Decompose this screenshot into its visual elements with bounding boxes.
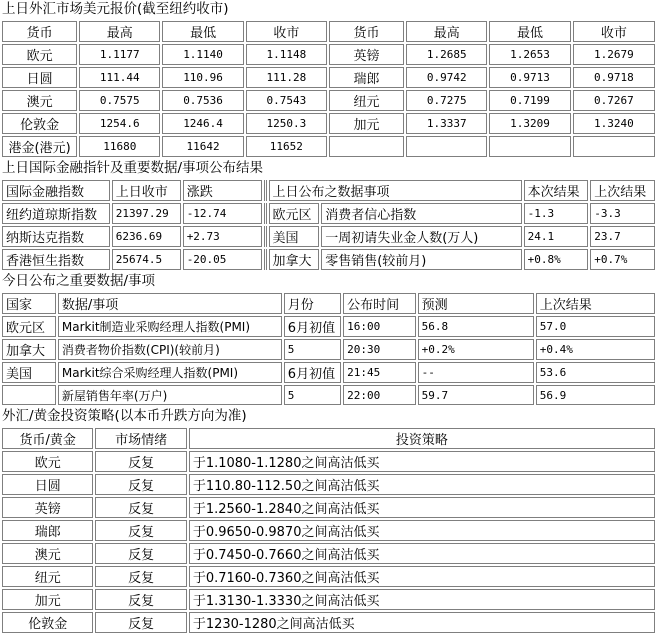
header-cell: 月份	[284, 293, 341, 314]
header-cell: 国际金融指数	[2, 180, 110, 201]
strategy-cell: 于0.7450-0.7660之间高沽低买	[189, 543, 655, 564]
time-cell: 21:45	[343, 362, 416, 383]
strategy-cell: 于0.7160-0.7360之间高沽低买	[189, 566, 655, 587]
header-cell: 本次结果	[524, 180, 589, 201]
index-name-cell: 香港恒生指数	[2, 249, 110, 270]
country-cell	[2, 385, 56, 405]
column-divider	[264, 203, 266, 224]
previous-result-cell: +0.7%	[590, 249, 655, 270]
table-row	[2, 339, 655, 360]
previous-result-cell: 53.6	[536, 362, 655, 383]
strategy-cell: 于1230-1280之间高沽低买	[189, 612, 655, 633]
empty-cell	[573, 136, 655, 157]
table-row	[2, 451, 655, 472]
table-row	[2, 67, 655, 88]
month-cell: 5	[284, 339, 341, 360]
table-row	[2, 520, 655, 541]
value-cell: 0.7543	[246, 90, 327, 111]
currency-cell: 港金(港元)	[2, 136, 77, 157]
currency-cell: 加元	[2, 589, 93, 610]
previous-result-cell: 23.7	[590, 226, 655, 247]
header-cell: 货币/黄金	[2, 428, 93, 449]
table-row	[2, 497, 655, 518]
sentiment-cell: 反复	[95, 451, 186, 472]
currency-cell: 纽元	[329, 90, 404, 111]
strategy-cell: 于110.80-112.50之间高沽低买	[189, 474, 655, 495]
previous-result-cell: 56.9	[536, 385, 655, 405]
forecast-cell: 56.8	[418, 316, 534, 337]
change-cell: -20.05	[183, 249, 263, 270]
region-cell: 欧元区	[269, 203, 320, 224]
strategy-cell: 于1.2560-1.2840之间高沽低买	[189, 497, 655, 518]
table-row	[2, 474, 655, 495]
section-title-indices: 上日国际金融指针及重要数据/事项公布结果	[2, 160, 264, 176]
change-cell: +2.73	[183, 226, 263, 247]
value-cell: 0.9742	[406, 67, 487, 88]
item-cell: Markit制造业采购经理人指数(PMI)	[58, 316, 282, 337]
header-cell: 预测	[418, 293, 534, 314]
strategy-cell: 于0.9650-0.9870之间高沽低买	[189, 520, 655, 541]
value-cell: 1246.4	[162, 113, 243, 134]
month-cell: 5	[284, 385, 341, 405]
value-cell: 111.28	[246, 67, 327, 88]
header-cell: 上日收市	[112, 180, 181, 201]
currency-cell: 伦敦金	[2, 113, 77, 134]
value-cell: 11642	[162, 136, 243, 157]
value-cell: 1.2685	[406, 44, 487, 65]
value-cell: 1.2679	[573, 44, 655, 65]
table-row	[2, 249, 655, 270]
header-cell: 最低	[162, 21, 243, 42]
sentiment-cell: 反复	[95, 474, 186, 495]
table-row	[2, 136, 655, 157]
header-cell: 数据/事项	[58, 293, 282, 314]
time-cell: 22:00	[343, 385, 416, 405]
table-row	[2, 566, 655, 587]
section-title-strategy: 外汇/黄金投资策略(以本币升跌方向为准)	[2, 408, 247, 424]
table-row	[2, 612, 655, 633]
value-cell: 0.7275	[406, 90, 487, 111]
header-cell: 最低	[489, 21, 570, 42]
empty-cell	[329, 136, 404, 157]
table-header-row	[2, 428, 655, 449]
empty-cell	[406, 136, 487, 157]
value-cell: 1.1148	[246, 44, 327, 65]
country-cell: 加拿大	[2, 339, 56, 360]
header-cell: 货币	[2, 21, 77, 42]
fx-quotes-table	[0, 19, 657, 159]
close-cell: 6236.69	[112, 226, 181, 247]
index-name-cell: 纽约道琼斯指数	[2, 203, 110, 224]
value-cell: 1.3240	[573, 113, 655, 134]
value-cell: 1.1140	[162, 44, 243, 65]
column-divider	[264, 249, 266, 270]
table-row	[2, 316, 655, 337]
value-cell: 1.2653	[489, 44, 570, 65]
strategy-table	[0, 426, 657, 635]
month-cell: 6月初值	[284, 316, 341, 337]
forecast-cell: +0.2%	[418, 339, 534, 360]
table-header-row	[2, 293, 655, 314]
currency-cell: 英镑	[329, 44, 404, 65]
value-cell: 1254.6	[79, 113, 160, 134]
currency-cell: 欧元	[2, 451, 93, 472]
table-header-row	[2, 180, 655, 201]
close-cell: 21397.29	[112, 203, 181, 224]
value-cell: 11680	[79, 136, 160, 157]
table-row	[2, 203, 655, 224]
index-name-cell: 纳斯达克指数	[2, 226, 110, 247]
currency-cell: 澳元	[2, 543, 93, 564]
sentiment-cell: 反复	[95, 612, 186, 633]
table-row	[2, 543, 655, 564]
column-divider	[264, 180, 266, 201]
current-result-cell: 24.1	[524, 226, 589, 247]
current-result-cell: +0.8%	[524, 249, 589, 270]
currency-cell: 伦敦金	[2, 612, 93, 633]
header-cell: 收市	[573, 21, 655, 42]
value-cell: 0.7575	[79, 90, 160, 111]
header-cell: 货币	[329, 21, 404, 42]
time-cell: 20:30	[343, 339, 416, 360]
currency-cell: 日圆	[2, 67, 77, 88]
region-cell: 美国	[269, 226, 320, 247]
currency-cell: 日圆	[2, 474, 93, 495]
value-cell: 0.7199	[489, 90, 570, 111]
country-cell: 欧元区	[2, 316, 56, 337]
value-cell: 0.7267	[573, 90, 655, 111]
currency-cell: 澳元	[2, 90, 77, 111]
region-cell: 加拿大	[269, 249, 320, 270]
previous-result-cell: +0.4%	[536, 339, 655, 360]
section-title-fx-quotes: 上日外汇市场美元报价(截至纽约收市)	[2, 1, 229, 17]
header-cell: 涨跌	[183, 180, 263, 201]
value-cell: 0.9718	[573, 67, 655, 88]
section-title-today-data: 今日公布之重要数据/事项	[2, 273, 156, 289]
currency-cell: 欧元	[2, 44, 77, 65]
header-cell: 最高	[406, 21, 487, 42]
item-cell: 零售销售(较前月)	[321, 249, 521, 270]
table-row	[2, 113, 655, 134]
currency-cell: 加元	[329, 113, 404, 134]
value-cell: 1.3209	[489, 113, 570, 134]
forecast-cell: 59.7	[418, 385, 534, 405]
table-row	[2, 90, 655, 111]
value-cell: 0.9713	[489, 67, 570, 88]
item-cell: 消费者信心指数	[321, 203, 521, 224]
header-cell: 国家	[2, 293, 56, 314]
previous-result-cell: -3.3	[590, 203, 655, 224]
value-cell: 1.1177	[79, 44, 160, 65]
sentiment-cell: 反复	[95, 520, 186, 541]
empty-cell	[489, 136, 570, 157]
header-cell: 公布时间	[343, 293, 416, 314]
item-cell: 新屋销售年率(万户)	[58, 385, 282, 405]
header-cell: 上次结果	[536, 293, 655, 314]
currency-cell: 瑞郎	[2, 520, 93, 541]
value-cell: 111.44	[79, 67, 160, 88]
value-cell: 0.7536	[162, 90, 243, 111]
item-cell: 消费者物价指数(CPI)(较前月)	[58, 339, 282, 360]
current-result-cell: -1.3	[524, 203, 589, 224]
table-header-row	[2, 21, 655, 42]
value-cell: 110.96	[162, 67, 243, 88]
currency-cell: 瑞郎	[329, 67, 404, 88]
column-divider	[264, 226, 266, 247]
change-cell: -12.74	[183, 203, 263, 224]
table-row	[2, 589, 655, 610]
time-cell: 16:00	[343, 316, 416, 337]
sentiment-cell: 反复	[95, 566, 186, 587]
header-cell: 市场情绪	[95, 428, 186, 449]
forecast-cell: --	[418, 362, 534, 383]
item-cell: Markit综合采购经理人指数(PMI)	[58, 362, 282, 383]
indices-results-table	[0, 178, 657, 272]
currency-cell: 英镑	[2, 497, 93, 518]
table-row	[2, 226, 655, 247]
item-cell: 一周初请失业金人数(万人)	[321, 226, 521, 247]
today-data-table	[0, 291, 657, 407]
month-cell: 6月初值	[284, 362, 341, 383]
country-cell: 美国	[2, 362, 56, 383]
sentiment-cell: 反复	[95, 543, 186, 564]
header-cell: 投资策略	[189, 428, 655, 449]
header-cell: 最高	[79, 21, 160, 42]
value-cell: 11652	[246, 136, 327, 157]
value-cell: 1.3337	[406, 113, 487, 134]
close-cell: 25674.5	[112, 249, 181, 270]
strategy-cell: 于1.1080-1.1280之间高沽低买	[189, 451, 655, 472]
header-cell: 上日公布之数据事项	[269, 180, 522, 201]
table-row	[2, 385, 655, 405]
table-row	[2, 362, 655, 383]
value-cell: 1250.3	[246, 113, 327, 134]
header-cell: 上次结果	[590, 180, 655, 201]
header-cell: 收市	[246, 21, 327, 42]
table-row	[2, 44, 655, 65]
sentiment-cell: 反复	[95, 589, 186, 610]
strategy-cell: 于1.3130-1.3330之间高沽低买	[189, 589, 655, 610]
currency-cell: 纽元	[2, 566, 93, 587]
sentiment-cell: 反复	[95, 497, 186, 518]
previous-result-cell: 57.0	[536, 316, 655, 337]
